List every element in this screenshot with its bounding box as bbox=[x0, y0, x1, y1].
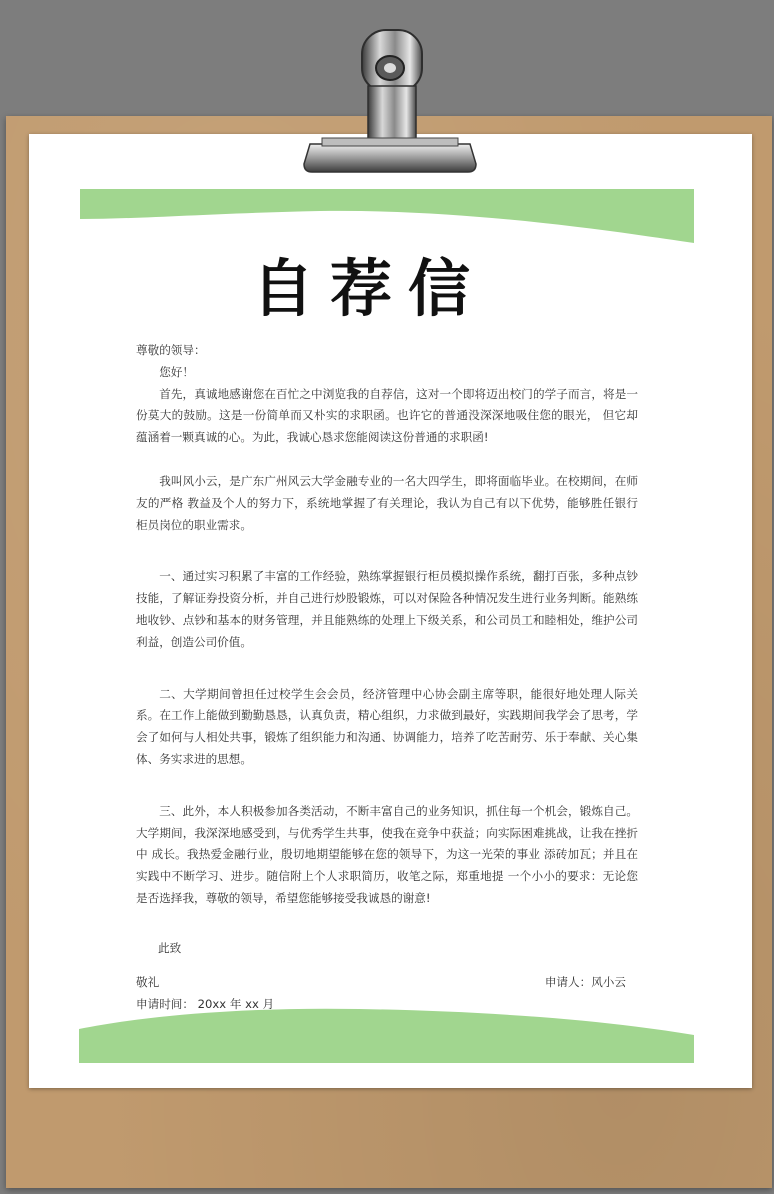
bottom-green-wave bbox=[79, 1007, 694, 1063]
letter-body bbox=[136, 340, 638, 1015]
binder-clip-icon bbox=[300, 26, 480, 178]
paragraph-point-2: 二、大学期间曾担任过校学生会会员，经济管理中心协会副主席等职，能很好地处理人际关系。在工作上能做到勤勤恳恳，认真负责，精心组织，力求做到最好，实践期间我学会了思考，学会了如何与人相处共事，锻炼了组织能力和沟通、协调能力，培养了吃苦耐劳、乐于奉献、关心集体、务实求进的思想。 bbox=[136, 686, 638, 766]
application-date: 申请时间： 20xx 年 xx 月 bbox=[136, 996, 275, 1011]
page-title: 自荐信 bbox=[251, 252, 486, 325]
paragraph-point-3: 三、此外，本人积极参加各类活动，不断丰富自己的业务知识，抓住每一个机会，锻炼自己。大学期间，我深深地感受到，与优秀学生共事，使我在竞争中获益；向实际困难挑战，让我在挫折中 成长。我热爱金融行业，殷切地期望能够在您的领导下，为这一光荣的事业 添砖加瓦；并且在实践中不断学习、进步。随信附上个人求职简历，收笔之际，郑重地提 一个小小的要求：无论您是否选择我，尊敬的领导，希望您能够接受我诚恳的谢意! bbox=[136, 803, 638, 905]
respect-text: 敬礼 bbox=[136, 974, 160, 989]
applicant-name: 申请人：风小云 bbox=[544, 974, 626, 989]
signature-row bbox=[136, 972, 638, 994]
paragraph-self: 我叫风小云，是广东广州风云大学金融专业的一名大四学生，即将面临毕业。在校期间，在师友的严格 教益及个人的努力下，系统地掌握了有关理论，我认为自己有以下优势，能够胜任银行柜员岗位的职业需求。 bbox=[136, 473, 638, 532]
paragraph-point-1: 一、通过实习积累了丰富的工作经验，熟练掌握银行柜员模拟操作系统，翻打百张，多种点钞技能，了解证券投资分析，并自己进行炒股锻炼，可以对保险各种情况发生进行业务判断。能熟练地收钞、点钞和基本的财务管理，并且能熟练的处理上下级关系，和公司员工和睦相处，维护公司利益，创造公司价值。 bbox=[136, 569, 638, 649]
paragraph-intro: 首先，真诚地感谢您在百忙之中浏览我的自荐信，这对一个即将迈出校门的学子而言，将是一份莫大的鼓励。这是一份简单而又朴实的求职函。也许它的普通没深深地吸住您的眼光， 但它却蕴涵着一颗真诚的心。为此，我诚心恳求您能阅读这份普通的求职函! bbox=[136, 386, 638, 445]
letter-paper bbox=[29, 134, 752, 1088]
greeting: 您好！ bbox=[159, 364, 194, 379]
closing-text: 此致 bbox=[158, 940, 182, 955]
salutation: 尊敬的领导： bbox=[136, 343, 206, 357]
